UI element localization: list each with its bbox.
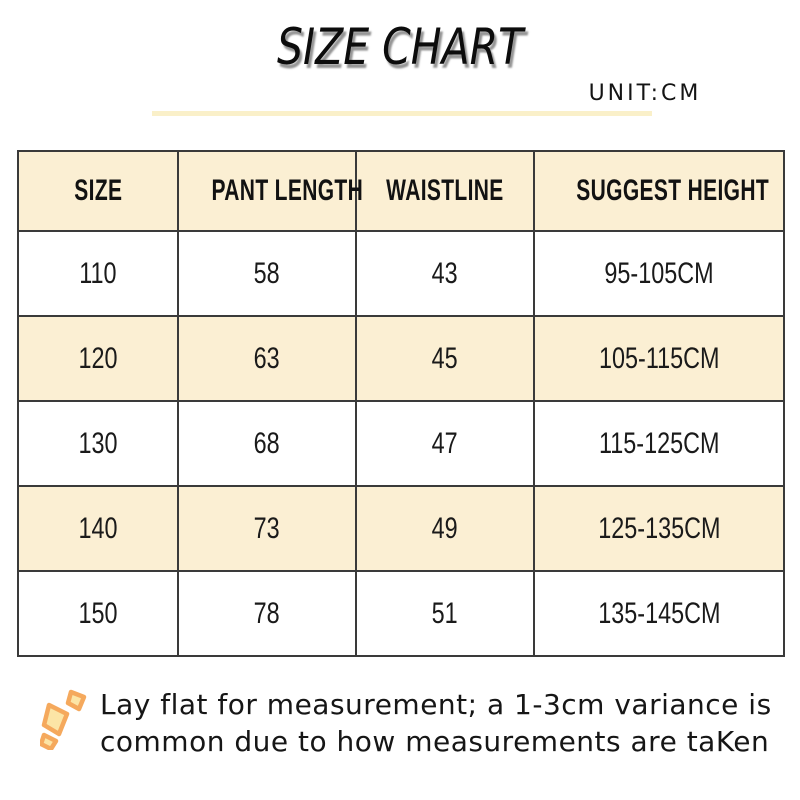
header-cell-size: SIZE [18,151,178,231]
note-text [100,686,772,760]
cell-suggest-height: 135-145CM [534,571,784,656]
size-chart-table [17,150,785,657]
measurement-note [40,686,770,760]
cell-suggest-height: 125-135CM [534,486,784,571]
note-line-2: common due to how measurements are taKen [100,725,770,758]
header-cell-waistline: WAISTLINE [356,151,534,231]
cell-pant-length: 68 [178,401,356,486]
cell-waistline: 45 [356,316,534,401]
table-header-row [18,151,784,231]
cell-waistline: 43 [356,231,534,316]
cell-size: 120 [18,316,178,401]
page-title-text: SIZE CHART [276,18,524,76]
table-row-150 [18,571,784,656]
cell-size: 140 [18,486,178,571]
cell-size: 150 [18,571,178,656]
sparkle-confetti-icon [40,688,90,750]
table-row-140 [18,486,784,571]
cell-size: 130 [18,401,178,486]
cell-pant-length: 73 [178,486,356,571]
header-cell-suggest-height: SUGGEST HEIGHT [534,151,784,231]
cell-waistline: 51 [356,571,534,656]
table-row-120 [18,316,784,401]
cell-size: 110 [18,231,178,316]
cell-pant-length: 63 [178,316,356,401]
unit-label: UNIT:CM [588,81,702,106]
header-cell-pant-length: PANT LENGTH [178,151,356,231]
cell-waistline: 47 [356,401,534,486]
page-title [0,18,800,76]
note-line-1: Lay flat for measurement; a 1-3cm variance is [100,688,772,721]
cell-suggest-height: 105-115CM [534,316,784,401]
table-row-110 [18,231,784,316]
cell-waistline: 49 [356,486,534,571]
cell-suggest-height: 115-125CM [534,401,784,486]
cell-suggest-height: 95-105CM [534,231,784,316]
title-underline [152,111,652,116]
cell-pant-length: 78 [178,571,356,656]
cell-pant-length: 58 [178,231,356,316]
table-row-130 [18,401,784,486]
